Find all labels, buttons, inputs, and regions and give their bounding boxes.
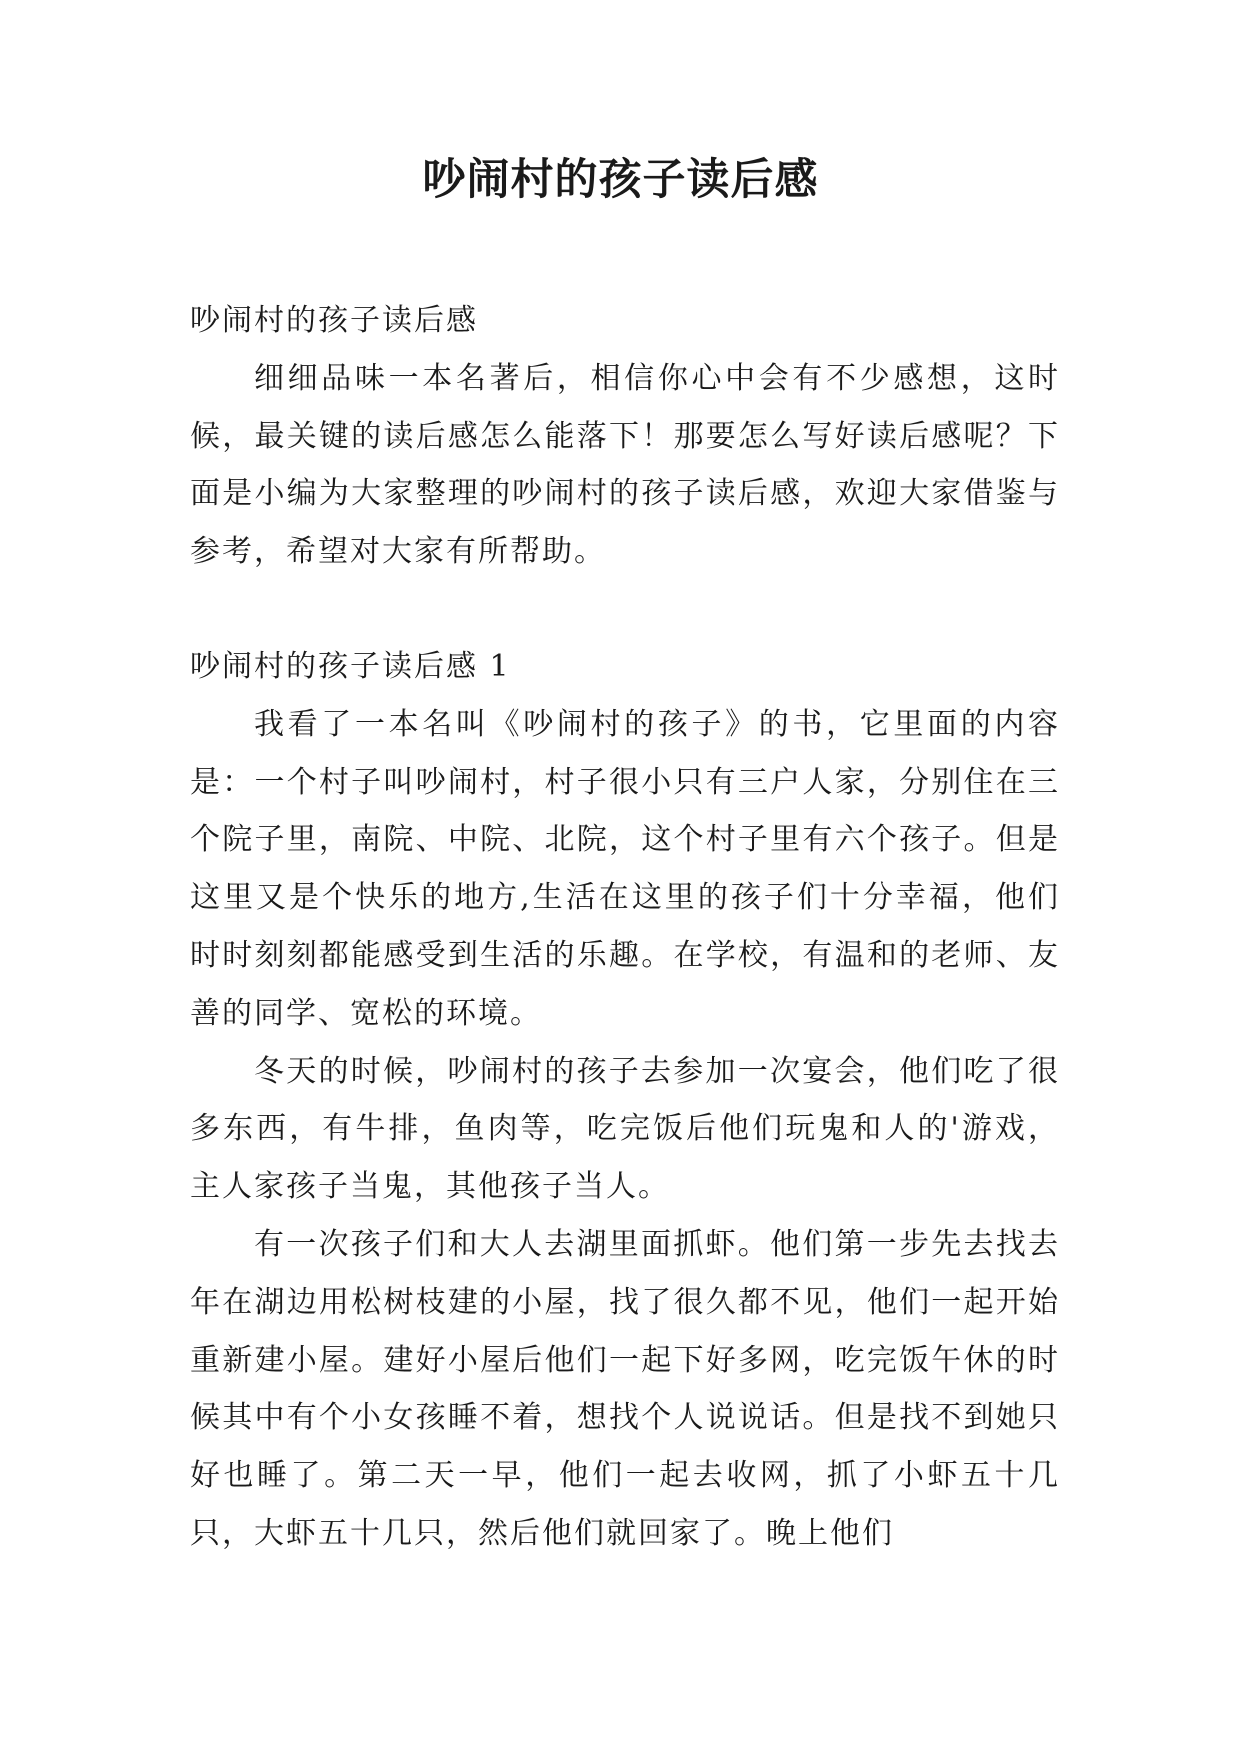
intro-heading: 吵闹村的孩子读后感 <box>190 303 478 338</box>
document-title: 吵闹村的孩子读后感 <box>422 155 819 205</box>
document-body <box>190 292 1060 1563</box>
intro-paragraph: 细细品味一本名著后，相信你心中会有不少感想，这时候，最关键的读后感怎么能落下！那要怎么写好读后感呢？下面是小编为大家整理的吵闹村的孩子读后感，欢迎大家借鉴与参考，希望对大家有所帮助。 <box>190 360 1060 570</box>
section-spacer <box>190 581 1060 638</box>
section1-paragraph-3: 有一次孩子们和大人去湖里面抓虾。他们第一步先去找去年在湖边用松树枝建的小屋，找了很久都不见，他们一起开始重新建小屋。建好小屋后他们一起下好多网，吃完饭午休的时候其中有个小女孩睡不着，想找个人说说话。但是找不到她只好也睡了。第二天一早，他们一起去收网，抓了小虾五十几只，大虾五十几只，然后他们就回家了。晚上他们 <box>190 1226 1060 1551</box>
section1-paragraph-2: 冬天的时候，吵闹村的孩子去参加一次宴会，他们吃了很多东西，有牛排，鱼肉等，吃完饭后他们玩鬼和人的'游戏，主人家孩子当鬼，其他孩子当人。 <box>190 1053 1060 1205</box>
section1-paragraph-1: 我看了一本名叫《吵闹村的孩子》的书，它里面的内容是：一个村子叫吵闹村，村子很小只有三户人家，分别住在三个院子里，南院、中院、北院，这个村子里有六个孩子。但是这里又是个快乐的地方,生活在这里的孩子们十分幸福，他们时时刻刻都能感受到生活的乐趣。在学校，有温和的老师、友善的同学、宽松的环境。 <box>190 706 1060 1031</box>
section1-heading: 吵闹村的孩子读后感 1 <box>190 648 511 684</box>
